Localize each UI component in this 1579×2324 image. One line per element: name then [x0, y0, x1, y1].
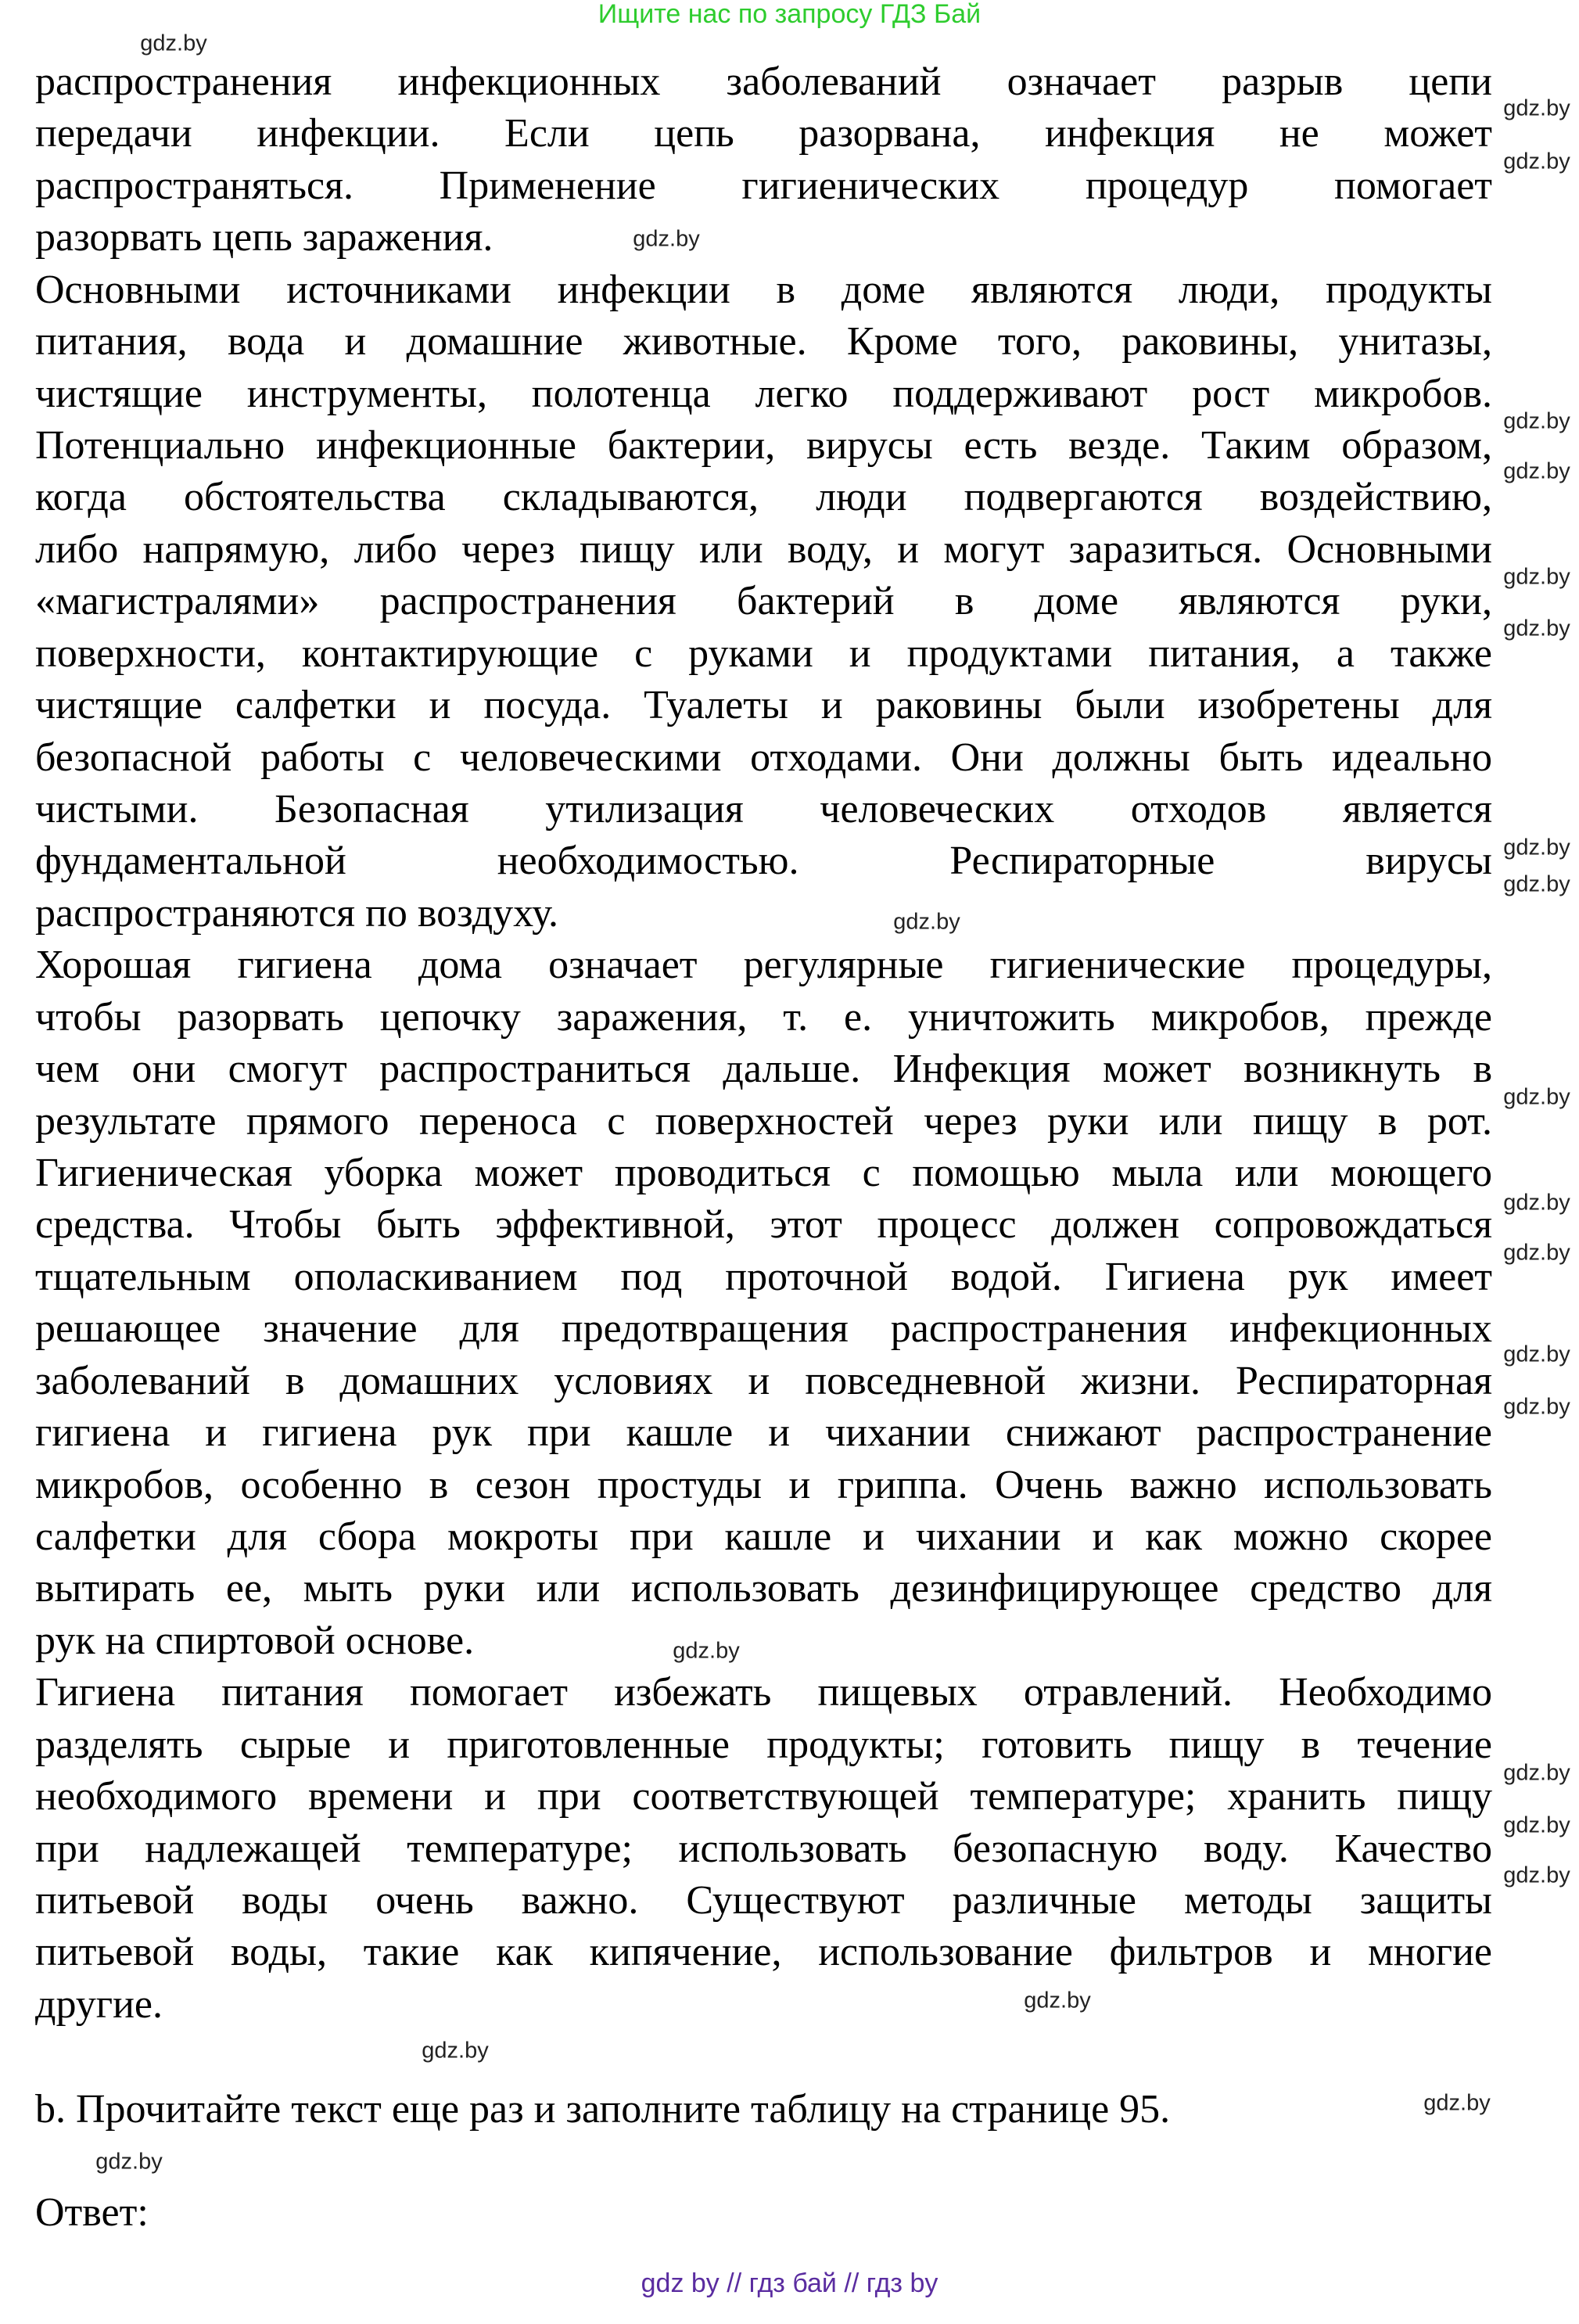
text-line: при надлежащей температуре; использовать безопасную воду. Качество: [35, 1826, 1492, 1871]
text-line: Потенциально инфекционные бактерии, вирусы есть везде. Таким образом,: [35, 423, 1492, 468]
text-line: когда обстоятельства складываются, люди подвергаются воздействию,: [35, 475, 1492, 520]
text-line: вытирать ее, мыть руки или использовать дезинфицирующее средство для: [35, 1566, 1492, 1611]
text-line: Основными источниками инфекции в доме являются люди, продукты: [35, 267, 1492, 312]
text-line: либо напрямую, либо через пищу или воду, и могут заразиться. Основными: [35, 526, 1492, 572]
text-line: безопасной работы с человеческими отходами. Они должны быть идеально: [35, 735, 1492, 780]
watermark: gdz.by: [1503, 149, 1570, 174]
watermark: gdz.by: [1503, 835, 1570, 860]
text-line: салфетки для сбора мокроты при кашле и чихании и как можно скорее: [35, 1514, 1492, 1560]
text-line: тщательным ополаскиванием под проточной водой. Гигиена рук имеет: [35, 1254, 1492, 1299]
watermark: gdz.by: [1503, 1084, 1570, 1110]
text-line: питания, вода и домашние животные. Кроме того, раковины, унитазы,: [35, 319, 1492, 365]
text-line: передачи инфекции. Если цепь разорвана, инфекция не может: [35, 111, 1492, 156]
watermark: gdz.by: [1503, 1812, 1570, 1838]
text-line: чистящие инструменты, полотенца легко поддерживают рост микробов.: [35, 371, 1492, 416]
text-line: результате прямого переноса с поверхностей через руки или пищу в рот.: [35, 1098, 1492, 1144]
watermark: gdz.by: [1503, 871, 1570, 897]
text-line: средства. Чтобы быть эффективной, этот процесс должен сопровождаться: [35, 1202, 1492, 1248]
watermark: gdz.by: [1503, 95, 1570, 121]
watermark: gdz.by: [1503, 1190, 1570, 1216]
text-line: разорвать цепь заражения.: [35, 215, 493, 260]
text-line: чтобы разорвать цепочку заражения, т. е. уничтожить микробов, прежде: [35, 994, 1492, 1040]
task-question: b. Прочитайте текст еще раз и заполните таблицу на странице 95.: [35, 2087, 1171, 2132]
text-line: решающее значение для предотвращения распространения инфекционных: [35, 1306, 1492, 1352]
footer-links[interactable]: gdz by // гдз бай // гдз by: [641, 2268, 938, 2298]
watermark: gdz.by: [1503, 1862, 1570, 1888]
text-line: чистыми. Безопасная утилизация человеческих отходов является: [35, 787, 1492, 832]
watermark: gdz.by: [1503, 616, 1570, 641]
watermark: gdz.by: [633, 226, 700, 252]
text-line: рук на спиртовой основе.: [35, 1618, 475, 1663]
text-line: питьевой воды, такие как кипячение, использование фильтров и многие: [35, 1930, 1492, 1975]
text-line: распространяться. Применение гигиенических процедур помогает: [35, 163, 1492, 208]
text-line: фундаментальной необходимостью. Респираторные вирусы: [35, 839, 1492, 884]
text-line: разделять сырые и приготовленные продукты; готовить пищу в течение: [35, 1722, 1492, 1767]
watermark: gdz.by: [95, 2149, 163, 2175]
watermark: gdz.by: [1503, 458, 1570, 484]
text-line: микробов, особенно в сезон простуды и гриппа. Очень важно использовать: [35, 1462, 1492, 1507]
text-line: гигиена и гигиена рук при кашле и чихании снижают распространение: [35, 1410, 1492, 1456]
watermark: gdz.by: [422, 2038, 489, 2064]
watermark: gdz.by: [1503, 1342, 1570, 1367]
text-line: «магистралями» распространения бактерий в доме являются руки,: [35, 579, 1492, 624]
text-line: Хорошая гигиена дома означает регулярные гигиенические процедуры,: [35, 943, 1492, 988]
text-line: заболеваний в домашних условиях и повседневной жизни. Респираторная: [35, 1358, 1492, 1403]
watermark: gdz.by: [673, 1638, 740, 1664]
text-line: питьевой воды очень важно. Существуют различные методы защиты: [35, 1878, 1492, 1923]
watermark: gdz.by: [1503, 408, 1570, 434]
text-line: Гигиеническая уборка может проводиться с помощью мыла или моющего: [35, 1151, 1492, 1196]
watermark: gdz.by: [1503, 1240, 1570, 1266]
text-line: поверхности, контактирующие с руками и продуктами питания, а также: [35, 630, 1492, 676]
text-line: необходимого времени и при соответствующей температуре; хранить пищу: [35, 1774, 1492, 1819]
text-line: распространения инфекционных заболеваний означает разрыв цепи: [35, 59, 1492, 104]
text-line: другие.: [35, 1981, 163, 2027]
text-line: чистящие салфетки и посуда. Туалеты и раковины были изобретены для: [35, 683, 1492, 728]
answer-label: Ответ:: [35, 2190, 149, 2235]
watermark: gdz.by: [893, 909, 960, 935]
watermark: gdz.by: [1503, 1394, 1570, 1420]
watermark: gdz.by: [1503, 564, 1570, 590]
watermark: gdz.by: [1503, 1760, 1570, 1786]
text-line: распространяются по воздуху.: [35, 890, 558, 936]
watermark: gdz.by: [1024, 1988, 1091, 2013]
watermark: gdz.by: [140, 31, 207, 56]
text-line: Гигиена питания помогает избежать пищевых отравлений. Необходимо: [35, 1670, 1492, 1715]
watermark: gdz.by: [1423, 2090, 1491, 2116]
text-line: чем они смогут распространиться дальше. Инфекция может возникнуть в: [35, 1047, 1492, 1092]
search-hint-banner: Ищите нас по запросу ГДЗ Бай: [598, 0, 981, 29]
